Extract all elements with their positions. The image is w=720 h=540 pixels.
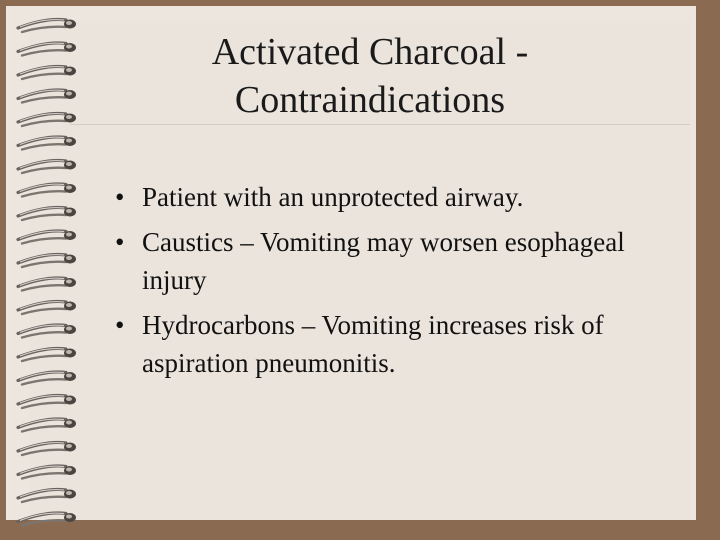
spiral-coil bbox=[18, 113, 76, 126]
spiral-coil bbox=[18, 489, 76, 502]
bullet-item bbox=[112, 178, 682, 216]
bullet-text: Patient with an unprotected airway. bbox=[142, 182, 524, 212]
slide-title bbox=[70, 28, 670, 124]
bullet-item bbox=[112, 223, 682, 299]
spiral-coil bbox=[18, 254, 76, 267]
spiral-coil bbox=[18, 466, 76, 479]
bullet-icon: • bbox=[115, 310, 125, 340]
title-line-1: Activated Charcoal - bbox=[211, 31, 529, 73]
bullet-list bbox=[112, 178, 682, 389]
bullet-icon: • bbox=[115, 227, 125, 257]
spiral-coil bbox=[18, 137, 76, 150]
title-divider bbox=[70, 124, 690, 125]
spiral-coil bbox=[18, 19, 76, 32]
spiral-coil bbox=[18, 43, 76, 56]
bullet-icon: • bbox=[115, 182, 125, 212]
spiral-coil bbox=[18, 231, 76, 244]
bullet-text: Hydrocarbons – Vomiting increases risk of aspiration pneumonitis. bbox=[142, 310, 604, 378]
spiral-coil bbox=[18, 66, 76, 79]
spiral-coil bbox=[18, 160, 76, 173]
spiral-coil bbox=[18, 278, 76, 291]
spiral-coil bbox=[18, 372, 76, 385]
bullet-text: Caustics – Vomiting may worsen esophageal injury bbox=[142, 227, 625, 295]
spiral-coil bbox=[18, 419, 76, 432]
spiral-coil bbox=[18, 90, 76, 103]
spiral-coil bbox=[18, 325, 76, 338]
title-line-2: Contraindications bbox=[234, 79, 506, 121]
spiral-coil bbox=[18, 513, 76, 526]
spiral-coil bbox=[18, 442, 76, 455]
spiral-coil bbox=[18, 184, 76, 197]
spiral-coil bbox=[18, 348, 76, 361]
spiral-coil bbox=[18, 207, 76, 220]
spiral-coil bbox=[18, 395, 76, 408]
bullet-item bbox=[112, 306, 682, 382]
spiral-coil bbox=[18, 301, 76, 314]
